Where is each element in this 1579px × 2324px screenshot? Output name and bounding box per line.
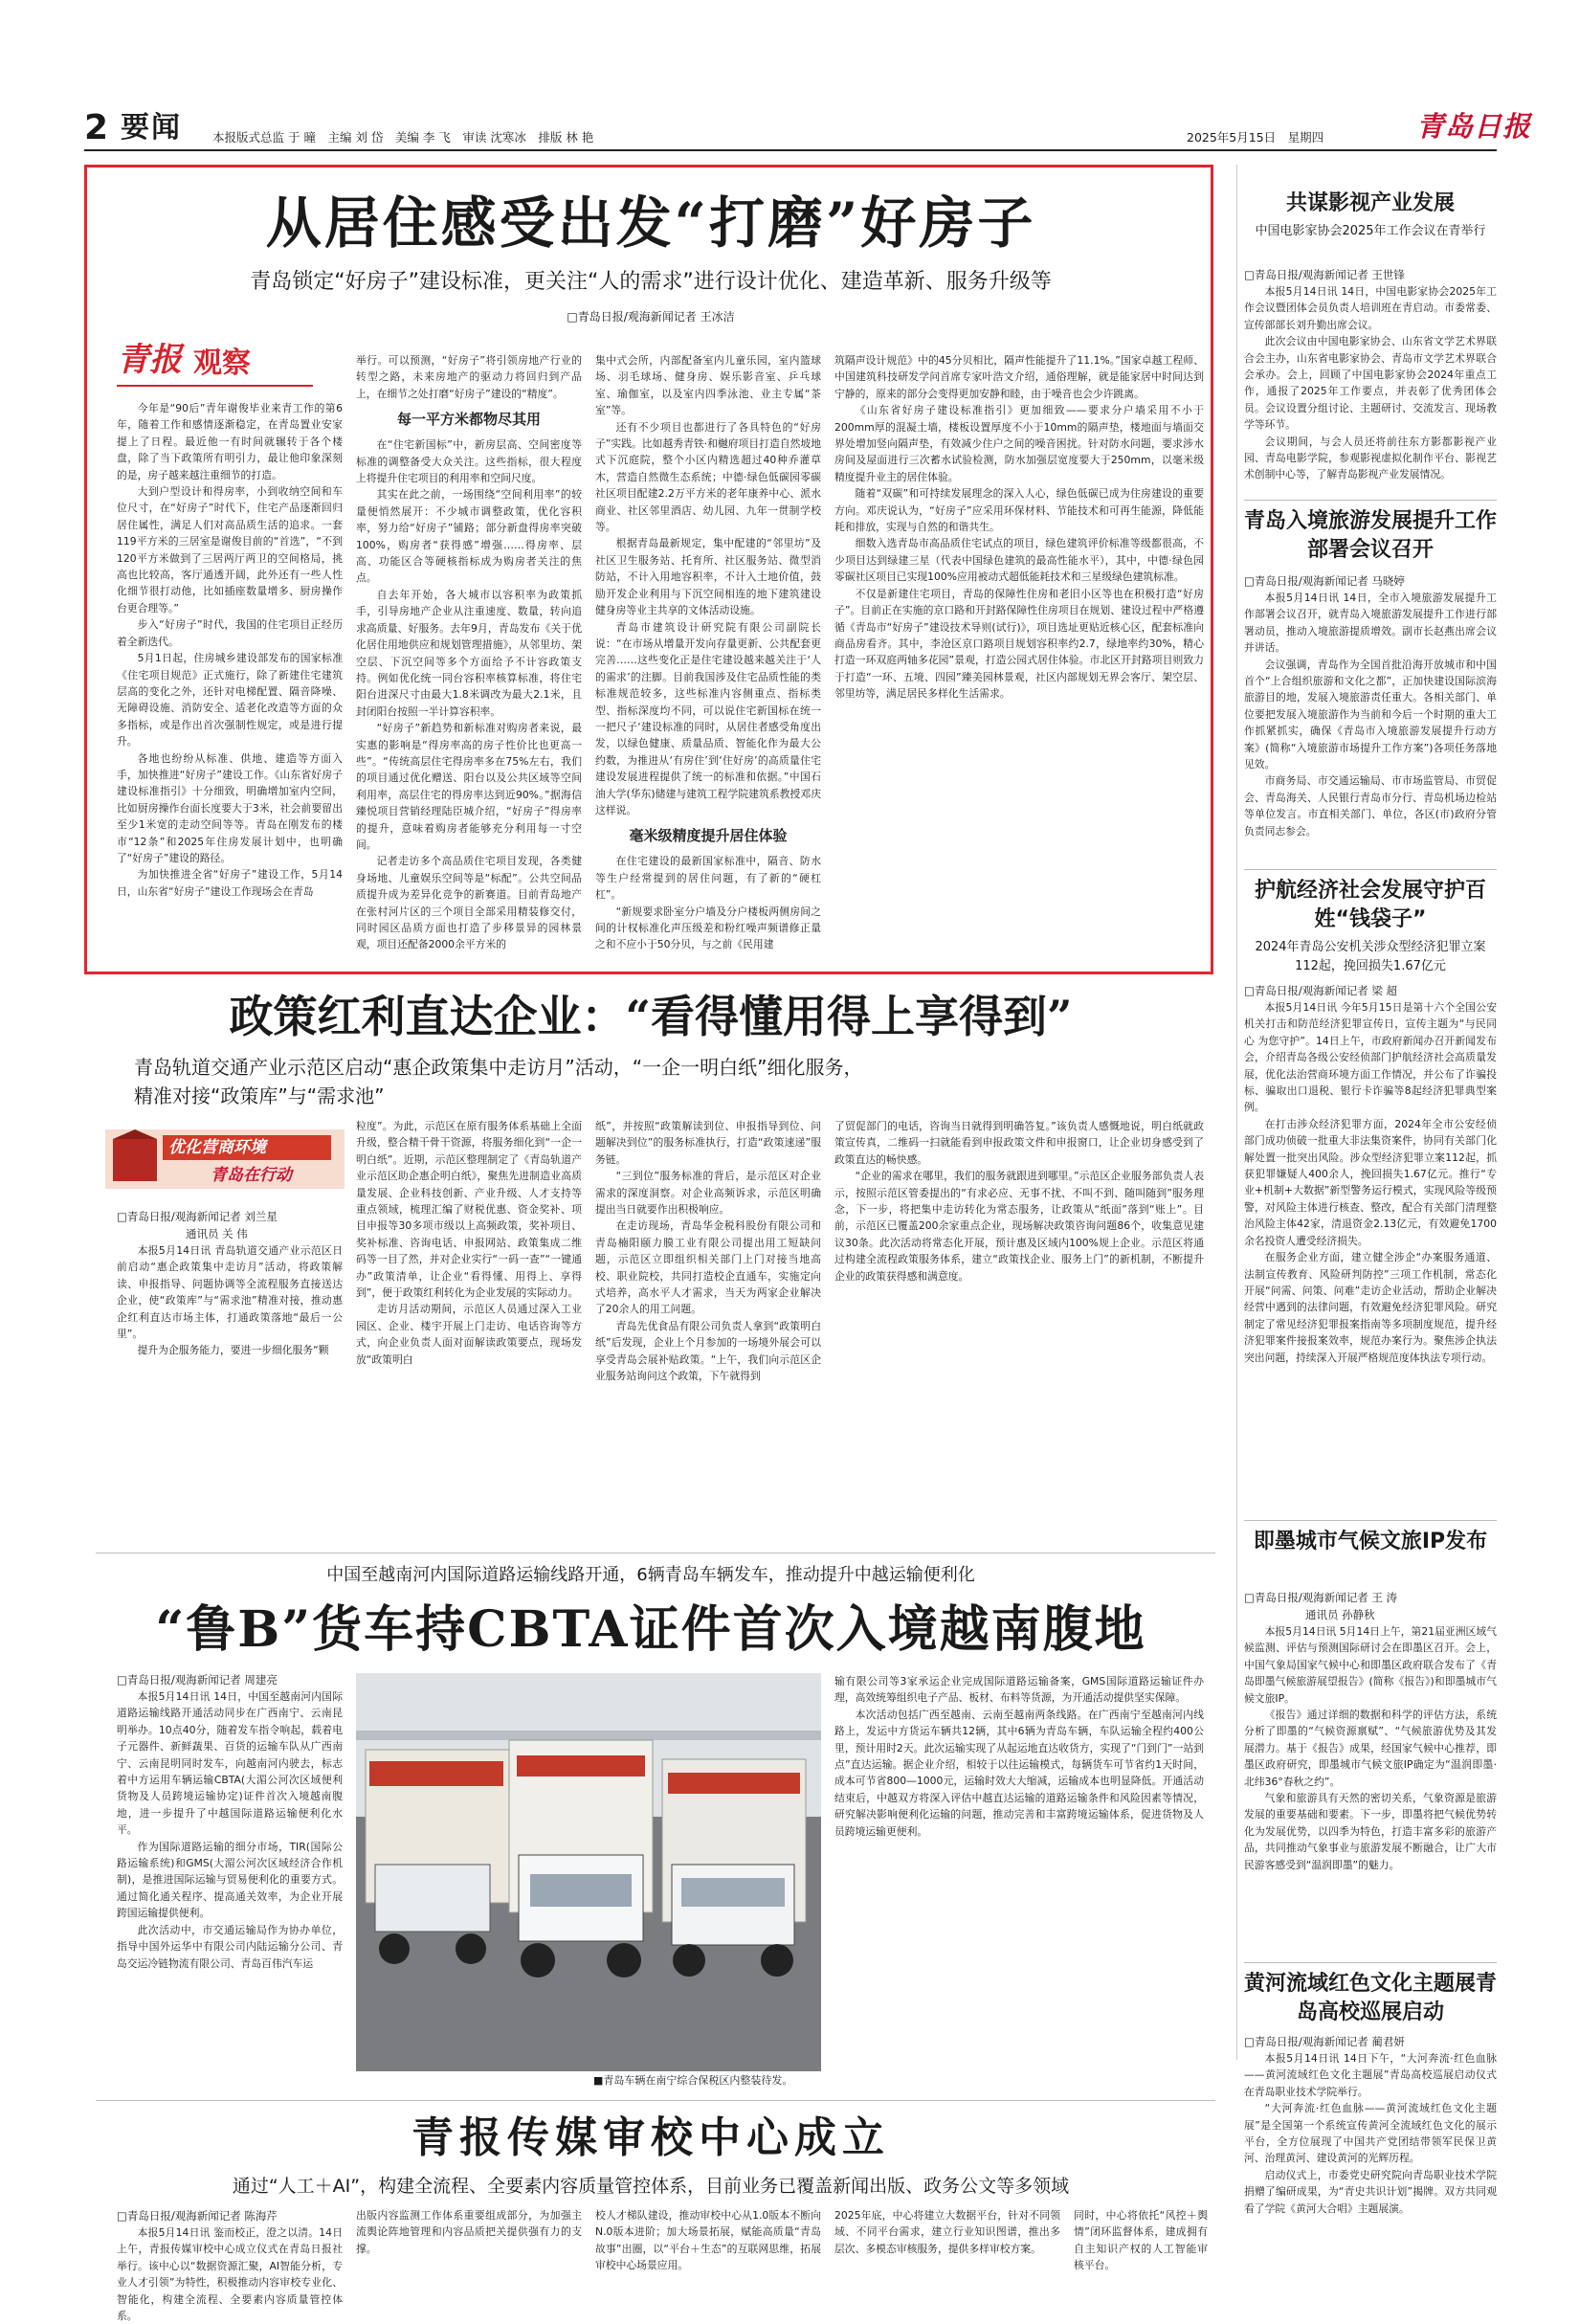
sidebar-paragraph: 本报5月14日讯 14日下午，“大河奔流·红色血脉——黄河流域红色文化主题展”青岛高校巡展启动仪式在青岛职业技术学院举行。 — [1244, 2052, 1497, 2098]
lead-paragraph: 根据青岛最新规定，集中配建的“邻里坊”及社区卫生服务站、托育所、社区服务站、微型消防站，不计入用地容积率，不计入土地价值，鼓励开发企业利用与下沉空间相连的地下建筑建设健身房等业主共享的文体活动设施。 — [595, 537, 821, 617]
sidebar-paragraph: 本报5月14日讯 今年5月15日是第十六个全国公安机关打击和防范经济犯罪宣传日，宣传主题为“与民同心 为您守护”。14日上午，市政府新闻办召开新闻发布会，介绍青岛各级公安经侦部门护航经济社会高质量发展，优化法治营商环境方面工作情况，并公布了诈骗投标、骗取出口退税、银行卡诈骗等8起经济犯罪典型案例。 — [1244, 1001, 1497, 1114]
lead-paragraph: 大到户型设计和得房率，小到收纳空间和车位尺寸，在“好房子”时代下，住宅产品逐渐回归居住属性，满足人们对高品质生活的追求。一套119平方米的三居室是谢俊目前的“首选”，“不到120平方米做到了三居两厅两卫的空间格局，挑高也比较高，客厅通透开阔，此外还有一些人性化细节很打动他，比如插座数量增多、厨房操作台更合理等。” — [117, 485, 343, 615]
story3-paragraph: 本次活动包括广西至越南、云南至越南两条线路。在广西南宁至越南河内线路上，发运中方货运车辆共12辆，其中6辆为青岛车辆，车队运输全程约400公里，预计用时2天。此次运输实现了从起运地直达收货方，实现了“门到门”一站到点”直达运输。据企业介绍，相较于以往运输模式，每辆货车可节省约1天时间，成本可节省800—1000元，运输时效大大缩减，运输成本也明显降低。开通活动结束后，中越双方将深入评估中越直达运输的道路运输条件和风险因素等情况，研究解决影响便利化运输的问题，推动完善和丰富跨境运输体系，促进货物及人员跨境运输更便利。 — [834, 1708, 1204, 1838]
story2-paragraph: “企业的需求在哪里，我们的服务就跟进到哪里。”示范区企业服务部负责人表示，按照示范区管委提出的“有求必应、无事不扰、不叫不到、随叫随到”服务理念，下一步，将把集中走访转化为常态服务，让政策从“纸面”落到“账上”。目前，示范区已覆盖200余家重点企业，现场解决政策咨询问题86个，收集意见建议30条。此次活动将常态化开展，预计惠及区域内100%规上企业。示范区将通过构建全流程政策服务体系，建立“政策找企业、服务上门”的新机制，不断提升企业的政策获得感和满意度。 — [834, 1170, 1204, 1283]
story2-paragraph: 粒度”。为此，示范区在原有服务体系基础上全面升级，整合精干骨干资源，将服务细化到“一企一明白纸”。近期，示范区整理制定了《青岛轨道产业示范区助企惠企明白纸》，聚焦先进制造业高质量发展、企业科技创新、产业升级、人才支持等重点领域，梳理汇编了财税优惠、资金奖补、项目申报等30多项市级以上高频政策，奖补项目、奖补标准、咨询电话、申报网站、政策集成二维码等一目了然，并对企业实行“一码一查”“一键通办”政策清单，让企业“看得懂、用得上、享得到”，便于政策红利转化为企业发展的实际动力。 — [356, 1120, 582, 1300]
story3-paragraph: 本报5月14日讯 14日，中国至越南河内国际道路运输线路开通活动同步在广西南宁、云南昆明举办。10点40分，随着发车指令响起，载着电子元器件、新鲜蔬果、百货的运输车队从广西南宁、云南昆明同时发车，向越南河内驶去，标志着中方运用车辆运输CBTA(大湄公河次区域便利货物及人员跨境运输协定)证件首次入境越南腹地，进一步提升了中越国际道路运输便利化水平。 — [117, 1690, 343, 1837]
badge-underline — [117, 385, 313, 387]
story4-headline: 青报传媒审校中心成立 — [411, 2113, 890, 2162]
story2-paragraph: 提升为企服务能力，要进一步细化服务“颗 — [137, 1344, 329, 1357]
sidebar-byline: □青岛日报/观海新闻记者 王世锋 — [1244, 268, 1405, 281]
story3-paragraph: 此次活动中，市交通运输局作为协办单位，指导中国外运华中有限公司内陆运输分公司、青岛交运冷链物流有限公司、青岛百伟汽车运 — [117, 1923, 343, 1970]
section-name: 要闻 — [121, 111, 182, 145]
story4-paragraph: 校人才梯队建设，推动审校中心从1.0版本不断向N.0版本进阶；加大场景拓展，赋能高质量“青岛故事”出圈，以“平台＋生态”的互联网思维，拓展审校中心场景应用。 — [595, 2209, 821, 2272]
sidebar-rule — [1244, 500, 1497, 501]
banner-line-1: 优化营商环境 — [168, 1138, 266, 1157]
story2-column-4 — [834, 1118, 1204, 1545]
lead-section-heading: 每一平方米都物尽其用 — [396, 411, 541, 429]
photo-caption: ■青岛车辆在南宁综合保税区内整装待发。 — [593, 2074, 793, 2087]
truck-fleet-photo — [356, 1673, 821, 2071]
lead-section-heading: 毫米级精度提升居住体验 — [629, 827, 788, 845]
story3-byline: □青岛日报/观海新闻记者 周建亮 — [117, 1673, 278, 1687]
story4-column-5 — [1074, 2207, 1208, 2284]
story3-paragraph: 作为国际道路运输的细分市场，TIR(国际公路运输系统)和GMS(大湄公河次区域经济合作机制)，是推进国际运输与贸易便利化的重要方式。通过简化通关程序、提高通关效率，为企业开展跨国运输提供便利。 — [117, 1840, 343, 1920]
story3-column-3 — [834, 1673, 1204, 2089]
lead-paragraph: 不仅是新建住宅项目，青岛的保障性住房和老旧小区等也在积极打造“好房子”。目前正在实施的京口路和开封路保障性住房项目在规划、建设过程中严格遵循《青岛市“好房子”建设技术导则(试行)》，项目选址更贴近核心区，配套标准向商品房看齐。其中，李沧区京口路项目规划容积率约2.7，绿地率约30%，精心打造一环双庭两轴多花园”景观，打造公园式居住体验。市北区开封路项目则致力于打造“一环、五境、四园”臻美园林景观，社区内部规划无界会客厅、架空层、邻里坊等，满足居民多样化生活需求。 — [834, 587, 1204, 701]
truck-fleet-illustration — [356, 1673, 821, 2071]
lead-paragraph: 步入“好房子”时代，我国的住宅项目正经历着全新迭代。 — [117, 618, 343, 648]
sidebar-rule — [1244, 1520, 1497, 1521]
sidebar-paragraph: 气象和旅游具有天然的密切关系，气象资源是旅游发展的重要基础和要素。下一步，即墨将把气候优势转化为发展优势，以四季为特色，打造丰富多彩的旅游产品，共同推动气象事业与旅游发展不断融合，让广大市民游客感受到“温润即墨”的魅力。 — [1244, 1792, 1497, 1871]
sidebar-paragraph: 《报告》通过详细的数据和科学的评估方法，系统分析了即墨的“气候资源禀赋”、“气候旅游优势及其发展潜力。基于《报告》成果，经国家气候中心推荐，即墨区政府研究，即墨城市气候文旅IP确定为“温润即墨·北纬36°春秋之约”。 — [1244, 1709, 1497, 1788]
business-environment-banner — [105, 1122, 345, 1196]
sidebar-story-1 — [1244, 266, 1497, 496]
lead-paragraph: 筑隔声设计规范》中的45分贝相比，隔声性能提升了11.1%。”国家卓越工程师、中国建筑科技研发学问首席专家叶浩文介绍，通俗理解，就是能家居中时间达到宁静的，原来的部分会变得更加安静和睦，由于噪音也会少许跳离。 — [834, 354, 1204, 400]
sidebar-story-2 — [1244, 572, 1497, 865]
story4-byline: □青岛日报/观海新闻记者 陈海芹 — [117, 2209, 278, 2223]
story4-column-1 — [117, 2207, 343, 2323]
header-rule — [84, 149, 1497, 151]
story4-column-4 — [834, 2207, 1060, 2284]
lead-paragraph: 举行。可以预测，“好房子”将引领房地产行业的转型之路，未来房地产的驱动力将回归到产品上，在细节之处打磨“好房子”建设的“精度”。 — [356, 354, 582, 400]
lead-paragraph: 细数入选青岛市高品质住宅试点的项目，绿色建筑评价标准等级都很高，不少项目达到绿建三星（代表中国绿色建筑的最高性能水平），其中，中德·绿色园零碳社区项目已实现100%应用被动式超低能耗技术和三星级绿色建筑标准。 — [834, 537, 1204, 584]
story3-column-1 — [117, 1671, 343, 2087]
sidebar-byline: □青岛日报/观海新闻记者 王 涛 — [1244, 1591, 1398, 1604]
sidebar-paragraph: 会议期间，与会人员还将前往东方影都影视产业园、青岛电影学院，参观影视虚拟化制作平台、影视艺术创制中心等，了解青岛影视产业发展情况。 — [1244, 435, 1497, 481]
sidebar-paragraph: 会议强调，青岛作为全国首批沿海开放城市和中国首个“上合组织旅游和文化之都”，正加快建设国际滨海旅游目的地，发展入境旅游责任重大。各相关部门、单位要把发展入境旅游作为当前和今后一个时期的重大工作抓紧抓实，确保《青岛市入境旅游发展提升行动方案》(简称“入境旅游市场提升工作方案”)各项任务落地见效。 — [1244, 658, 1497, 771]
column-badge-logo — [117, 337, 260, 391]
lead-paragraph: “好房子”新趋势和新标准对购房者来说，最实惠的影响是“得房率高的房子性价比也更高一些”。“传统高层住宅得房率多在75%左右，我们的项目通过优化赠送、阳台以及公共区域等空间利用率，高层住宅的得房率达到近90%。”据海信臻悦项目营销经理陆臣城介绍，“好房子”得房率的提升，意味着购房者能够充分利用每一寸空间。 — [356, 722, 582, 851]
sidebar-byline-2: 通讯员 孙静秋 — [1305, 1608, 1375, 1621]
sidebar-headline: 黄河流域红色文化主题展青岛高校巡展启动 — [1244, 1972, 1498, 2024]
story2-column-1 — [117, 1208, 343, 1545]
story4-subheadline: 通过“人工＋AI”，构建全流程、全要素内容质量管控体系，目前业务已覆盖新闻出版、政务公文等多领域 — [232, 2176, 1070, 2197]
column-badge-brand: 青报 — [117, 341, 182, 379]
story4-paragraph: 同时，中心将依托“风控＋舆情”闭环监督体系，建成拥有自主知识产权的人工智能审核平台。 — [1074, 2209, 1208, 2272]
story2-paragraph: 本报5月14日讯 青岛轨道交通产业示范区日前启动“惠企政策集中走访月”活动，将政策解读、申报指导、问题协调等全流程服务直接送达企业，使“政策库”与“需求池”精准对接，推动惠企红利直达市场主体，打通政策落地“最后一公里”。 — [117, 1244, 343, 1341]
lead-byline: □青岛日报/观海新闻记者 王冰洁 — [567, 310, 735, 324]
lead-paragraph: 为加快推进全省“好房子”建设工作，5月14日，山东省“好房子”建设工作现场会在青岛 — [117, 868, 343, 898]
story2-subheadline-line-1: 青岛轨道交通产业示范区启动“惠企政策集中走访月”活动，“一企一明白纸”细化服务， — [134, 1056, 863, 1079]
sidebar-divider — [1236, 165, 1237, 2060]
lead-paragraph: 在住宅建设的最新国家标准中，隔音、防水等生户经常提到的居住问题，有了新的“硬杠杠”。 — [595, 855, 821, 902]
story3-kicker: 中国至越南河内国际道路运输线路开通，6辆青岛车辆发车，推动提升中越运输便利化 — [326, 1565, 975, 1585]
sidebar-paragraph: 市商务局、市交通运输局、市市场监管局、市贸促会、青岛海关、人民银行青岛市分行、青岛机场边检站等单位发言。市直相关部门、单位，各区(市)政府分管负责同志参会。 — [1244, 774, 1497, 838]
banner-line-2: 青岛在行动 — [211, 1166, 292, 1185]
sidebar-subheadline: 2024年青岛公安机关涉众型经济犯罪立案112起，挽回损失1.67亿元 — [1255, 940, 1486, 973]
sidebar-headline: 青岛入境旅游发展提升工作部署会议召开 — [1244, 509, 1498, 562]
sidebar-headline: 即墨城市气候文旅IP发布 — [1253, 1530, 1488, 1553]
sidebar-paragraph: 本报5月14日讯 14日，全市入境旅游发展提升工作部署会议召开，就青岛入境旅游发展提升工作进行部署动员，推动入境旅游提质增效。副市长赵燕出席会议并讲话。 — [1244, 592, 1497, 655]
lead-paragraph: “新规要求卧室分户墙及分户楼板两侧房间之间的计权标准化声压级差和粉红噪声频谱修正量之和不应小于50分贝，与之前《民用建 — [595, 905, 821, 951]
sidebar-byline: □青岛日报/观海新闻记者 蔺君妍 — [1244, 2035, 1405, 2048]
sidebar-rule — [1244, 869, 1497, 870]
newspaper-logo: 青岛日报 — [1416, 110, 1532, 143]
story2-headline: 政策红利直达企业：“看得懂用得上享得到” — [229, 991, 1073, 1042]
lead-headline: 从居住感受出发“打磨”好房子 — [265, 190, 1036, 256]
lead-paragraph: 《山东省好房子建设标准指引》更加细致——要求分户墙采用不小于200mm厚的混凝土墙，楼板设置厚度不小于10mm的隔声垫，楼地面与墙面交界处增加竖向隔声垫，有效减少住户之间的噪音困扰。针对防水问题，要求涉水房间及屋面进行三次蓄水试验检测，防水加强层宽度要大于250mm，以毫米级精度提升业主的居住体验。 — [834, 404, 1204, 483]
lead-paragraph: 5月1日起，住房城乡建设部发布的国家标准《住宅项目规范》正式施行，除了新建住宅建筑层高的变化之外，还针对电梯配置、隔音降噪、无障碍设施、消防安全、适老化改造等方面的众多指标，或是作出首次强制性规定，或是进行提升。 — [117, 652, 343, 749]
sidebar-story-4 — [1244, 1589, 1497, 1956]
lead-paragraph: 今年是“90后”青年谢俊毕业来青工作的第6年，随着工作和感情逐渐稳定，在青岛置业安家提上了日程。最近他一有时间就辗转于各个楼盘，除了当下政策所有明引力，最让他印象深刻的是，房子越来越注重细节的打造。 — [117, 402, 343, 481]
lead-column-3 — [595, 352, 821, 961]
story2-byline: □青岛日报/观海新闻记者 刘兰星 — [117, 1210, 278, 1223]
sidebar-paragraph: 此次会议由中国电影家协会、山东省文学艺术界联合会主办，山东省电影家协会、青岛市文学艺术界联合会承办。会上，回顾了中国电影家协会2024年重点工作，通报了2025年工作要点，并表彰了优秀团体会员。会议设置分组讨论、主题研讨、交流发言、现场教学等环节。 — [1244, 335, 1497, 432]
sidebar-paragraph: 在打击涉众经济犯罪方面，2024年全市公安经侦部门成功侦破一批重大非法集资案件，协同有关部门化解处置一批突出风险。涉众型经济犯罪立案112起，抓获犯罪嫌疑人400余人，挽回损失1.67亿元。推行“专业+机制+大数据”新型警务运行模式，实现风险等级预警，对风险主体进行核查、整改，配合有关部门清理整治风险主体42家，清退资金2.13亿元，有效避免1700余名投资人遭受经济损失。 — [1244, 1117, 1497, 1247]
story-rule — [96, 2100, 1215, 2101]
sidebar-rule — [1244, 1962, 1497, 1963]
lead-column-4 — [834, 352, 1204, 961]
story2-paragraph: 青岛先优食品有限公司负责人拿到“政策明白纸”后发现，企业上个月参加的一场境外展会可以享受青岛会展补贴政策。“上午，我们向示范区企业服务站询问这个政策，下午就得到 — [595, 1319, 821, 1383]
story2-subheadline — [134, 1053, 1187, 1110]
lead-paragraph: 随着“双碳”和可持续发展理念的深入人心，绿色低碳已成为住房建设的重要方向。邓庆说认为，“好房子”应采用环保材料、节能技术和可再生能源，降低能耗和排放，实现与自然的和谐共生。 — [834, 487, 1204, 534]
sidebar-paragraph: 本报5月14日讯 5月14日上午，第21届亚洲区域气候监测、评估与预测国际研讨会在即墨区召开。会上，中国气象局国家气候中心和即墨区政府联合发布了《青岛即墨气候旅游展望报告》(简称《报告》)和即墨城市气候文旅IP。 — [1244, 1625, 1497, 1705]
story4-paragraph: 本报5月14日讯 鉴而校正，澄之以清。14日上午，青报传媒审校中心成立仪式在青岛日报社举行。该中心以“数据资源汇聚，AI智能分析，专业人才引领”为特性，积极推动内容审校专业化、智能化，构建全流程、全要素内容质量管控体系。 — [117, 2226, 343, 2323]
sidebar-byline: □青岛日报/观海新闻记者 梁 超 — [1244, 984, 1398, 997]
sidebar-paragraph: “大河奔流·红色血脉——黄河流域红色文化主题展”是全国第一个系统宣传黄河全流域红色文化的展示平台，全方位展现了中国共产党团结带领军民保卫黄河、治理黄河、建设黄河的光辉历程。 — [1244, 2102, 1497, 2165]
sidebar-story-5 — [1244, 2033, 1497, 2284]
story2-column-3 — [595, 1118, 821, 1545]
issue-date: 2025年5月15日 星期四 — [1187, 130, 1324, 145]
lead-column-1 — [117, 400, 343, 961]
story4-column-3 — [595, 2207, 821, 2284]
story3-paragraph: 输有限公司等3家承运企业完成国际道路运输备案，GMS国际道路运输证件办理，高效统筹组织电子产品、板材、布料等货源，为开通活动提供坚实保障。 — [834, 1675, 1204, 1705]
story2-column-2 — [356, 1118, 582, 1545]
lead-column-2 — [356, 352, 582, 961]
story4-paragraph: 2025年底，中心将建立大数据平台，针对不同领域、不同平台需求，建立行业知识图谱，推出多层次、多模态审核服务，提供多样审校方案。 — [834, 2209, 1060, 2255]
lead-paragraph: 其实在此之前，一场围绕“空间利用率”的较量便悄然展开：不少城市调整政策，优化容积率，努力给“好房子”铺路；部分新盘得房率突破100%，购房者“获得感”增强……得房率、层高、功能区合等硬核指标成为购房者关注的焦点。 — [356, 488, 582, 585]
lead-paragraph: 各地也纷纷从标准、供地、建造等方面入手，加快推进“好房子”建设工作。《山东省好房子建设标准指引》十分细致，明确增加室内空间，比如厨房操作台面长度要大于3米，社会前要留出至少1米宽的走动空间等等。青岛在刚发布的楼市“12条”和2025年住房发展计划中，也明确了“好房子”建设的路径。 — [117, 751, 343, 864]
column-badge-name: 观察 — [193, 346, 251, 380]
story2-paragraph: 走访月活动期间，示范区人员通过深入工业园区、企业、楼宇开展上门走访、电话咨询等方式，向企业负责人面对面解读政策要点，现场发放“政策明白 — [356, 1303, 582, 1366]
lead-paragraph: 还有不少项目也都进行了各具特色的“好房子”实践。比如越秀青铁·和樾府项目打造自然坡地式下沉庭院，整个小区内精选超过40种乔灌草木，营造自然微生态系统；中德·绿色低碳园零碳社区项目配建2.2万平方米的老年康养中心、派水商业、社区邻里酒店、幼儿园、九年一贯制学校等。 — [595, 420, 821, 534]
story2-paragraph: 在走访现场，青岛华金税科股份有限公司和青岛楠阳颐力膜工业有限公司提出用工短缺问题，示范区立即组织相关部门上门对接当地高校、职业院校，共同打造校企直通车，实施定向式培养，高水平人才需求，当天为两家企业解决了20余人的用工问题。 — [595, 1219, 821, 1316]
sidebar-paragraph: 在服务企业方面，建立健全涉企“办案服务通道、法制宣传教育、风险研判防控”三项工作机制，常态化开展“问需、问策、问难”走访企业活动，帮助企业解决经营中遇到的法律问题，有效避免经济犯罪风险。研究制定了常见经济犯罪报案指南等多项制度规范，提升经济犯罪案件接报案效率，规范办案行为。聚焦涉企执法突出问题，持续深入开展严格规范度体执法专项行动。 — [1244, 1251, 1497, 1364]
story4-paragraph: 出版内容监测工作体系重要组成部分，为加强主流舆论阵地管理和内容品质把关提供强有力的支撑。 — [356, 2209, 582, 2255]
sidebar-paragraph: 启动仪式上，市委党史研究院向青岛职业技术学院捐赠了编研成果，为“青史共识计划”揭牌。双方共同观看了学院《黄河大合唱》主题展演。 — [1244, 2168, 1497, 2215]
lead-paragraph: 集中式会所，内部配备室内儿童乐园，室内篮球场、羽毛球场、健身房、娱乐影音室、乒乓球室、瑜伽室，以及室内四季泳池、业主专属“茶室”等。 — [595, 354, 821, 417]
lead-paragraph: 青岛市建筑设计研究院有限公司副院长说：“在市场从增量开发向存量更新、公共配套更完善……这些变化正是住宅建设越来越关注于‘人的需求’的注脚。目前我国涉及住宅品质性能的类标准规范较多，这些标准内容侧重点、指标类型、指标深度均不同，可以说住宅新国标在统一一把尺子‘建设标准的同时，从居住者感受角度出发，以绿色健康、质量品质、智能化作为最大公约数，为推进从‘有房住’到‘住好房’的高质量住宅建设发展进程提供了统一的标准和依据。”中国石油大学(华东)储建与建筑工程学院建筑系教授邓庆这样说。 — [595, 620, 821, 816]
lead-subheadline: 青岛锁定“好房子”建设标准，更关注“人的需求”进行设计优化、建造革新、服务升级等 — [250, 270, 1052, 294]
page-number: 2 — [84, 108, 109, 147]
sidebar-headline: 护航经济社会发展守护百姓“钱袋子” — [1254, 879, 1486, 931]
story2-byline-2: 通讯员 关 伟 — [186, 1227, 248, 1240]
sidebar-subheadline: 中国电影家协会2025年工作会议在青举行 — [1255, 224, 1486, 238]
editorial-credits: 本报版式总监 于 曈 主编 刘 岱 美编 李 飞 审读 沈寒冰 排版 林 艳 — [212, 130, 594, 145]
story3-headline: “鲁B”货车持CBTA证件首次入境越南腹地 — [155, 1600, 1146, 1659]
story2-subheadline-line-2: 精准对接“政策库”与“需求池” — [134, 1084, 385, 1107]
sidebar-byline: □青岛日报/观海新闻记者 马晓婷 — [1244, 574, 1405, 588]
story2-paragraph: 纸”，并按照“政策解读到位、申报指导到位、问题解决到位”的服务标准执行，打造“政策速递”服务链。 — [595, 1120, 821, 1166]
sidebar-paragraph: 本报5月14日讯 14日，中国电影家协会2025年工作会议暨团体会员负责人培训班在青启动。市委常委、宣传部部长刘升勤出席会议。 — [1244, 285, 1497, 331]
story4-column-2 — [356, 2207, 582, 2284]
story2-paragraph: 了贸促部门的电话，咨询当日就得到明确答复。”该负责人感慨地说，明白纸就政策宣传真，二维码一扫就能看到申报政策文件和申报窗口，让企业切身感受到了政策直达的畅快感。 — [834, 1120, 1204, 1166]
sidebar-headline: 共谋影视产业发展 — [1285, 191, 1455, 215]
sidebar-story-3 — [1244, 982, 1497, 1514]
lead-paragraph: 自去年开始，各大城市以容积率为政策抓手，引导房地产企业从注重速度、数量，转向追求高质量、好服务。去年9月，青岛发布《关于优化居住用地供应和规划管理措施》，从邻里坊、架空层、下沉空间等多个方面给予不计容政策支持。例如优化统一同台容积率核算标准，将住宅阳台进深尺寸由最大1.8米调改为最大2.1米，且封闭阳台按照一半计算容积率。 — [356, 588, 582, 718]
lead-paragraph: 在“住宅新国标”中，新房层高、空间密度等标准的调整备受大众关注。这些指标，很大程度上将提升住宅项目的利用率和空间尺度。 — [356, 438, 582, 485]
story2-paragraph: “三到位”服务标准的背后，是示范区对企业需求的深度洞察。对企业高频诉求，示范区明确提出当日就要作出积极响应。 — [595, 1170, 821, 1217]
lead-paragraph: 记者走访多个高品质住宅项目发现，各类健身场地、儿童娱乐空间等是“标配”。公共空间品质提升成为差异化竞争的新赛道。目前青岛地产在张村河片区的三个项目全部采用精装修交付，同时园区品质方面也打造了步移景异的园林景观，项目还配备2000余平方米的 — [356, 855, 582, 951]
